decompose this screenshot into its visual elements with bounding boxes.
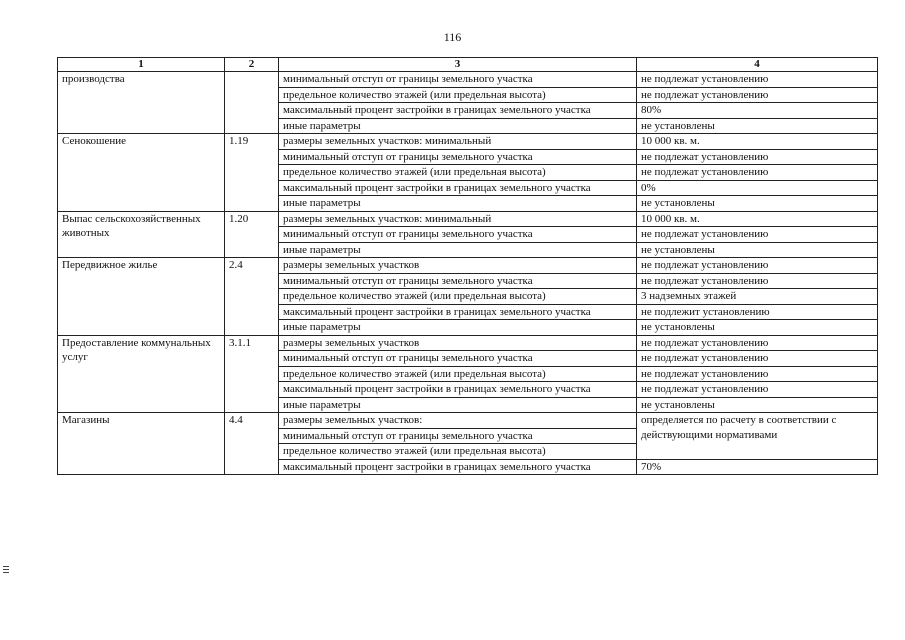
use-code: 2.4 <box>225 258 279 336</box>
table-row <box>58 413 878 429</box>
value: не установлены <box>637 242 878 258</box>
parameter: максимальный процент застройки в границах земельного участка <box>279 304 637 320</box>
parameter: предельное количество этажей (или предельная высота) <box>279 289 637 305</box>
value: не подлежат установлению <box>637 335 878 351</box>
parameter: размеры земельных участков <box>279 258 637 274</box>
value: 70% <box>637 459 878 475</box>
value: не подлежат установлению <box>637 351 878 367</box>
use-code: 1.19 <box>225 134 279 212</box>
table-row <box>58 258 878 274</box>
use-type: производства <box>58 72 225 134</box>
parameter: минимальный отступ от границы земельного участка <box>279 273 637 289</box>
value: 80% <box>637 103 878 119</box>
value: определяется по расчету в соответствии с действующими нормативами <box>637 413 878 460</box>
page-number: 116 <box>443 30 462 44</box>
use-code: 1.20 <box>225 211 279 258</box>
parameter: размеры земельных участков <box>279 335 637 351</box>
col-header-4: 4 <box>637 58 878 72</box>
value: не подлежат установлению <box>637 149 878 165</box>
value: не подлежат установлению <box>637 258 878 274</box>
value: не подлежат установлению <box>637 165 878 181</box>
value: не подлежат установлению <box>637 87 878 103</box>
value: не установлены <box>637 397 878 413</box>
value: 0% <box>637 180 878 196</box>
parameter: минимальный отступ от границы земельного участка <box>279 351 637 367</box>
use-type: Предоставление коммунальных услуг <box>58 335 225 413</box>
parameter: размеры земельных участков: минимальный <box>279 211 637 227</box>
margin-mark <box>3 566 9 567</box>
parameter: минимальный отступ от границы земельного участка <box>279 72 637 88</box>
parameter: минимальный отступ от границы земельного участка <box>279 227 637 243</box>
use-code: 4.4 <box>225 413 279 475</box>
value: 3 надземных этажей <box>637 289 878 305</box>
value: не установлены <box>637 196 878 212</box>
parameter: максимальный процент застройки в границах земельного участка <box>279 103 637 119</box>
table-row <box>58 72 878 88</box>
col-header-2: 2 <box>225 58 279 72</box>
use-code: 3.1.1 <box>225 335 279 413</box>
table-row <box>58 211 878 227</box>
parameter: предельное количество этажей (или предельная высота) <box>279 87 637 103</box>
header-row <box>58 58 878 72</box>
value: не подлежат установлению <box>637 72 878 88</box>
parameter: иные параметры <box>279 397 637 413</box>
parameter: иные параметры <box>279 320 637 336</box>
value: не установлены <box>637 118 878 134</box>
value: не подлежат установлению <box>637 227 878 243</box>
parameter: минимальный отступ от границы земельного участка <box>279 428 637 444</box>
parameter: иные параметры <box>279 242 637 258</box>
value: не подлежат установлению <box>637 382 878 398</box>
table-row <box>58 335 878 351</box>
use-type: Сенокошение <box>58 134 225 212</box>
parameter: предельное количество этажей (или предельная высота) <box>279 444 637 460</box>
use-type: Выпас сельскохозяйственных животных <box>58 211 225 258</box>
parameter: иные параметры <box>279 196 637 212</box>
value: не подлежат установлению <box>637 366 878 382</box>
parameter: иные параметры <box>279 118 637 134</box>
table-row <box>58 134 878 150</box>
parameter: предельное количество этажей (или предельная высота) <box>279 366 637 382</box>
value: 10 000 кв. м. <box>637 134 878 150</box>
value: 10 000 кв. м. <box>637 211 878 227</box>
land-parameters-table <box>57 57 878 475</box>
parameter: максимальный процент застройки в границах земельного участка <box>279 382 637 398</box>
parameter: размеры земельных участков: <box>279 413 637 429</box>
use-type: Передвижное жилье <box>58 258 225 336</box>
parameter: максимальный процент застройки в границах земельного участка <box>279 459 637 475</box>
parameter: размеры земельных участков: минимальный <box>279 134 637 150</box>
col-header-1: 1 <box>58 58 225 72</box>
parameter: максимальный процент застройки в границах земельного участка <box>279 180 637 196</box>
value: не подлежит установлению <box>637 304 878 320</box>
use-type: Магазины <box>58 413 225 475</box>
value: не установлены <box>637 320 878 336</box>
parameter: минимальный отступ от границы земельного участка <box>279 149 637 165</box>
col-header-3: 3 <box>279 58 637 72</box>
value: не подлежат установлению <box>637 273 878 289</box>
parameter: предельное количество этажей (или предельная высота) <box>279 165 637 181</box>
use-code <box>225 72 279 134</box>
